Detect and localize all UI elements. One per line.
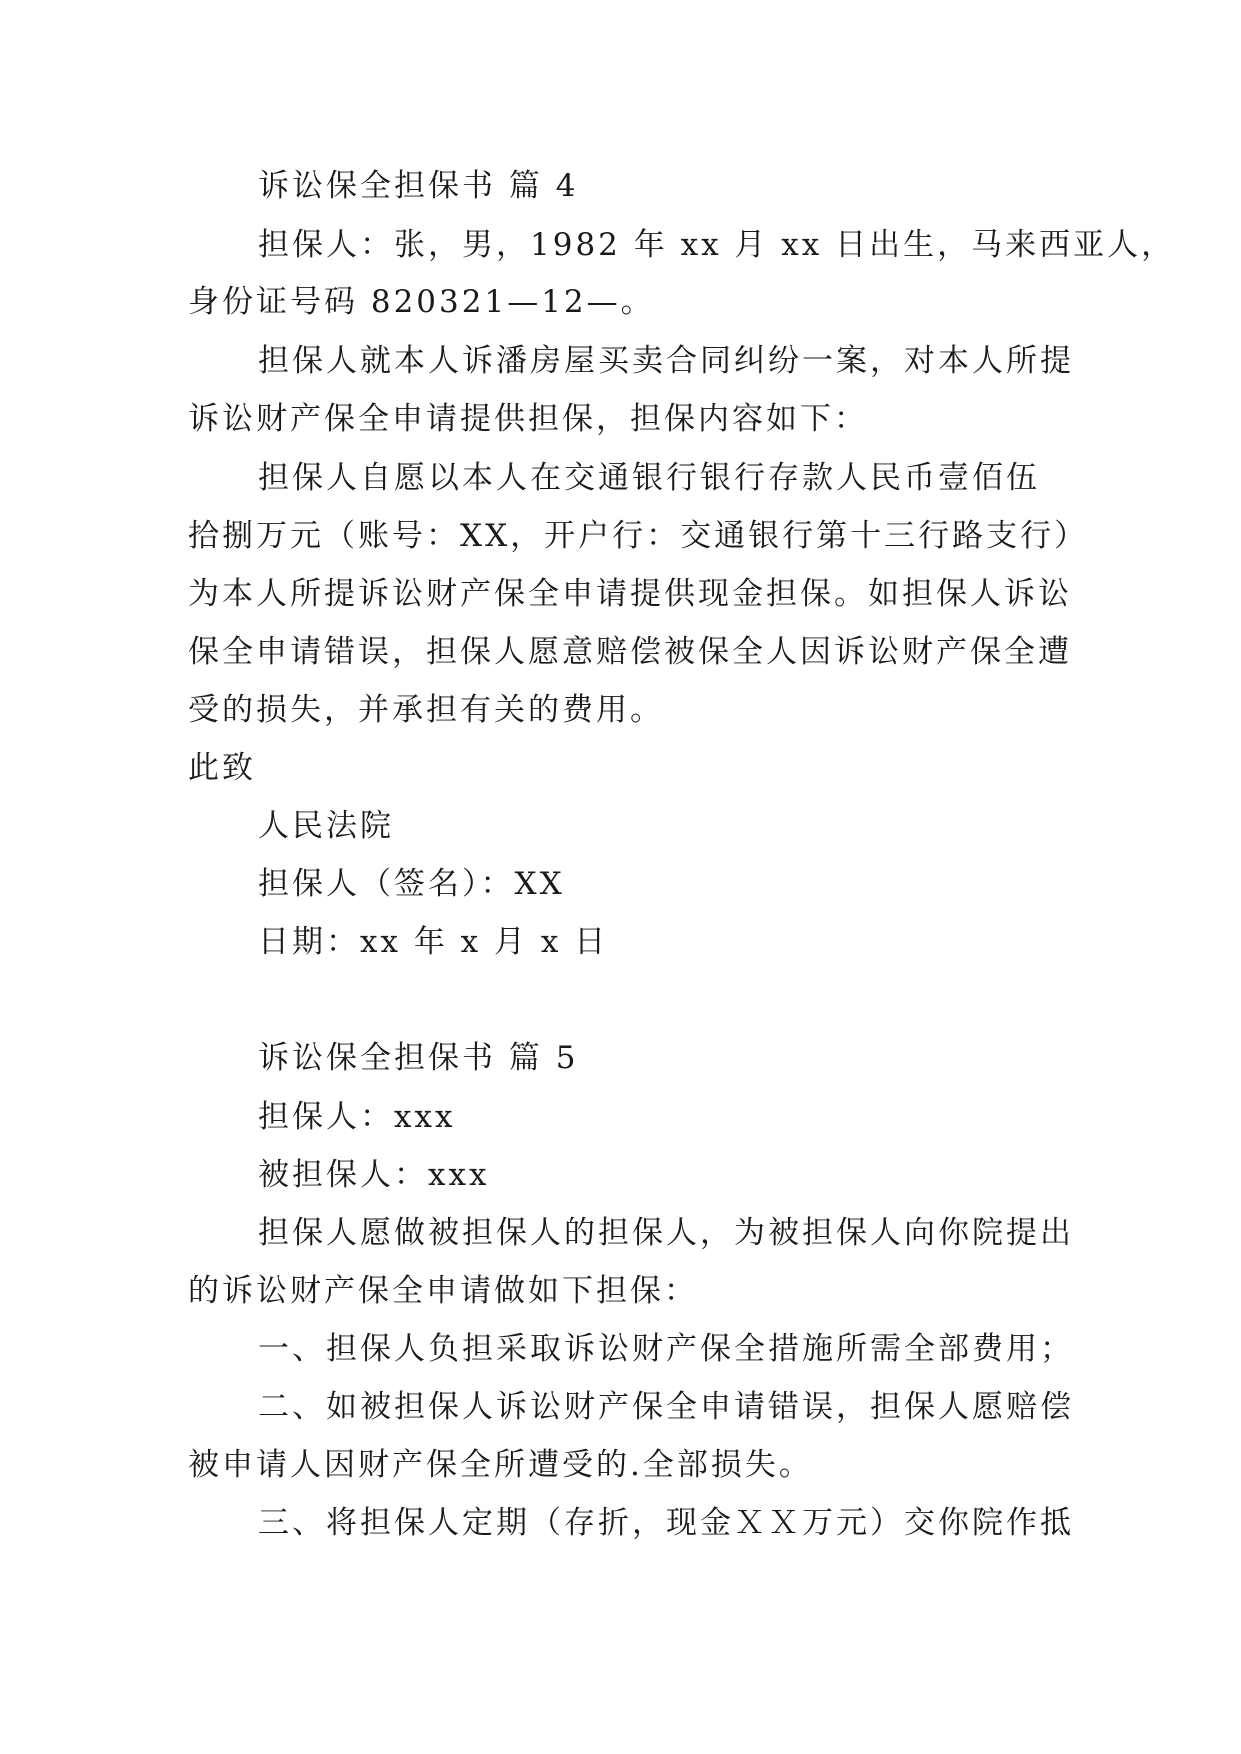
section5-item3-line1: 三、将担保人定期（存折，现金ＸＸ万元）交你院作抵 [258,1505,1074,1541]
section5-item1: 一、担保人负担采取诉讼财产保全措施所需全部费用； [258,1331,1074,1367]
section5-intro-line2: 的诉讼财产保全申请做如下担保： [188,1273,698,1309]
section5-intro-line1: 担保人愿做被担保人的担保人，为被担保人向你院提出 [258,1215,1074,1251]
section4-salutation: 此致 [188,750,256,786]
section4-body-line4: 保全申请错误，担保人愿意赔偿被保全人因诉讼财产保全遭 [188,634,1072,670]
section4-intro-line1: 担保人就本人诉潘房屋买卖合同纠纷一案，对本人所提 [258,343,1074,379]
section4-guarantor-line2: 身份证号码 820321—12—。 [188,284,655,320]
section5-title: 诉讼保全担保书 篇 5 [258,1040,579,1076]
section4-body-line2: 拾捌万元（账号：XX，开户行：交通银行第十三行路支行） [188,518,1089,554]
section5-item2-line1: 二、如被担保人诉讼财产保全申请错误，担保人愿赔偿 [258,1389,1074,1425]
section4-guarantor-line1: 担保人：张，男，1982 年 xx 月 xx 日出生，马来西亚人， [258,227,1176,263]
section4-title: 诉讼保全担保书 篇 4 [258,168,579,204]
section4-intro-line2: 诉讼财产保全申请提供担保，担保内容如下： [188,401,868,437]
section4-signature: 担保人（签名）：XX [258,866,565,902]
section5-item2-line2: 被申请人因财产保全所遭受的.全部损失。 [188,1447,813,1483]
section4-date: 日期：xx 年 x 月 x 日 [258,924,609,960]
section5-guaranteed: 被担保人：xxx [258,1157,490,1193]
section4-body-line1: 担保人自愿以本人在交通银行银行存款人民币壹佰伍 [258,460,1040,496]
section4-body-line3: 为本人所提诉讼财产保全申请提供现金担保。如担保人诉讼 [188,576,1072,612]
section4-court: 人民法院 [258,808,394,844]
section4-body-line5: 受的损失，并承担有关的费用。 [188,692,664,728]
section5-guarantor: 担保人：xxx [258,1099,456,1135]
